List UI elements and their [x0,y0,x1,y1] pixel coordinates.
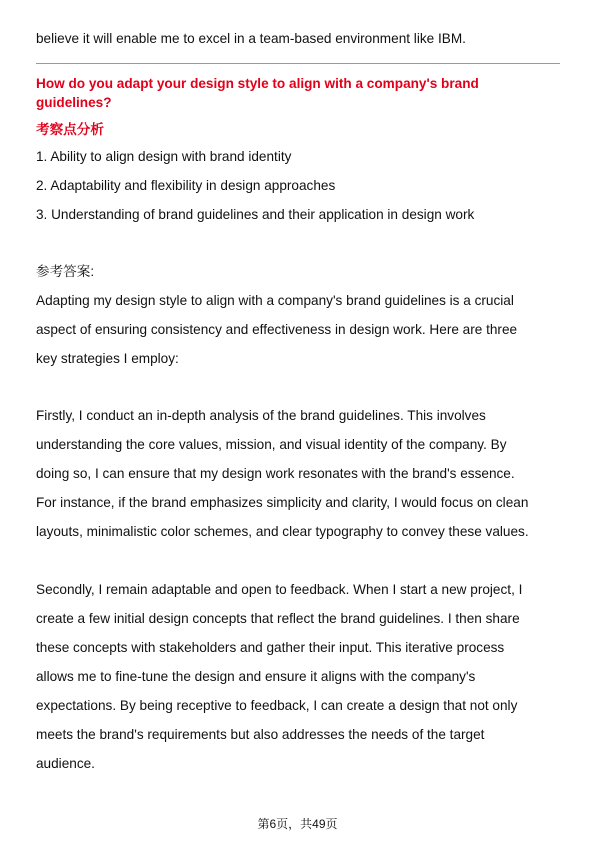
analysis-title: 考察点分析 [36,122,104,137]
page-number-footer: 第6页，共49页 [257,817,338,831]
answer-paragraph-line: Firstly, I conduct an in-depth analysis of the brand guidelines. This involves [36,408,486,423]
answer-paragraph-line: create a few initial design concepts that reflect the brand guidelines. I then share [36,611,520,626]
answer-paragraph-line: allows me to fine-tune the design and ensure it aligns with the company's [36,669,476,684]
question-heading-line-2: guidelines? [36,95,112,110]
answer-paragraph-line: aspect of ensuring consistency and effectiveness in design work. Here are three [36,322,518,337]
answer-paragraph-line: expectations. By being receptive to feedback, I can create a design that not only [36,698,518,713]
analysis-point: 2. Adaptability and flexibility in design approaches [36,178,336,193]
answer-paragraph-line: layouts, minimalistic color schemes, and clear typography to convey these values. [36,524,529,539]
answer-paragraph-line: Secondly, I remain adaptable and open to feedback. When I start a new project, I [36,582,523,597]
question-heading-line-1: How do you adapt your design style to align with a company's brand [36,76,479,91]
answer-paragraph-line: meets the brand's requirements but also addresses the needs of the target [36,727,485,742]
answer-paragraph-line: Adapting my design style to align with a company's brand guidelines is a crucial [36,293,514,308]
answer-label: 参考答案: [36,264,95,279]
answer-paragraph-line: key strategies I employ: [36,351,179,366]
analysis-point: 1. Ability to align design with brand identity [36,149,292,164]
answer-paragraph-line: audience. [36,756,95,771]
intro-tail-text: believe it will enable me to excel in a team-based environment like IBM. [36,31,466,46]
answer-paragraph-line: understanding the core values, mission, and visual identity of the company. By [36,437,507,452]
section-divider [36,63,560,64]
answer-paragraph-line: doing so, I can ensure that my design work resonates with the brand's essence. [36,466,515,481]
analysis-point: 3. Understanding of brand guidelines and their application in design work [36,207,475,222]
answer-paragraph-line: these concepts with stakeholders and gather their input. This iterative process [36,640,505,655]
answer-paragraph-line: For instance, if the brand emphasizes simplicity and clarity, I would focus on clean [36,495,529,510]
